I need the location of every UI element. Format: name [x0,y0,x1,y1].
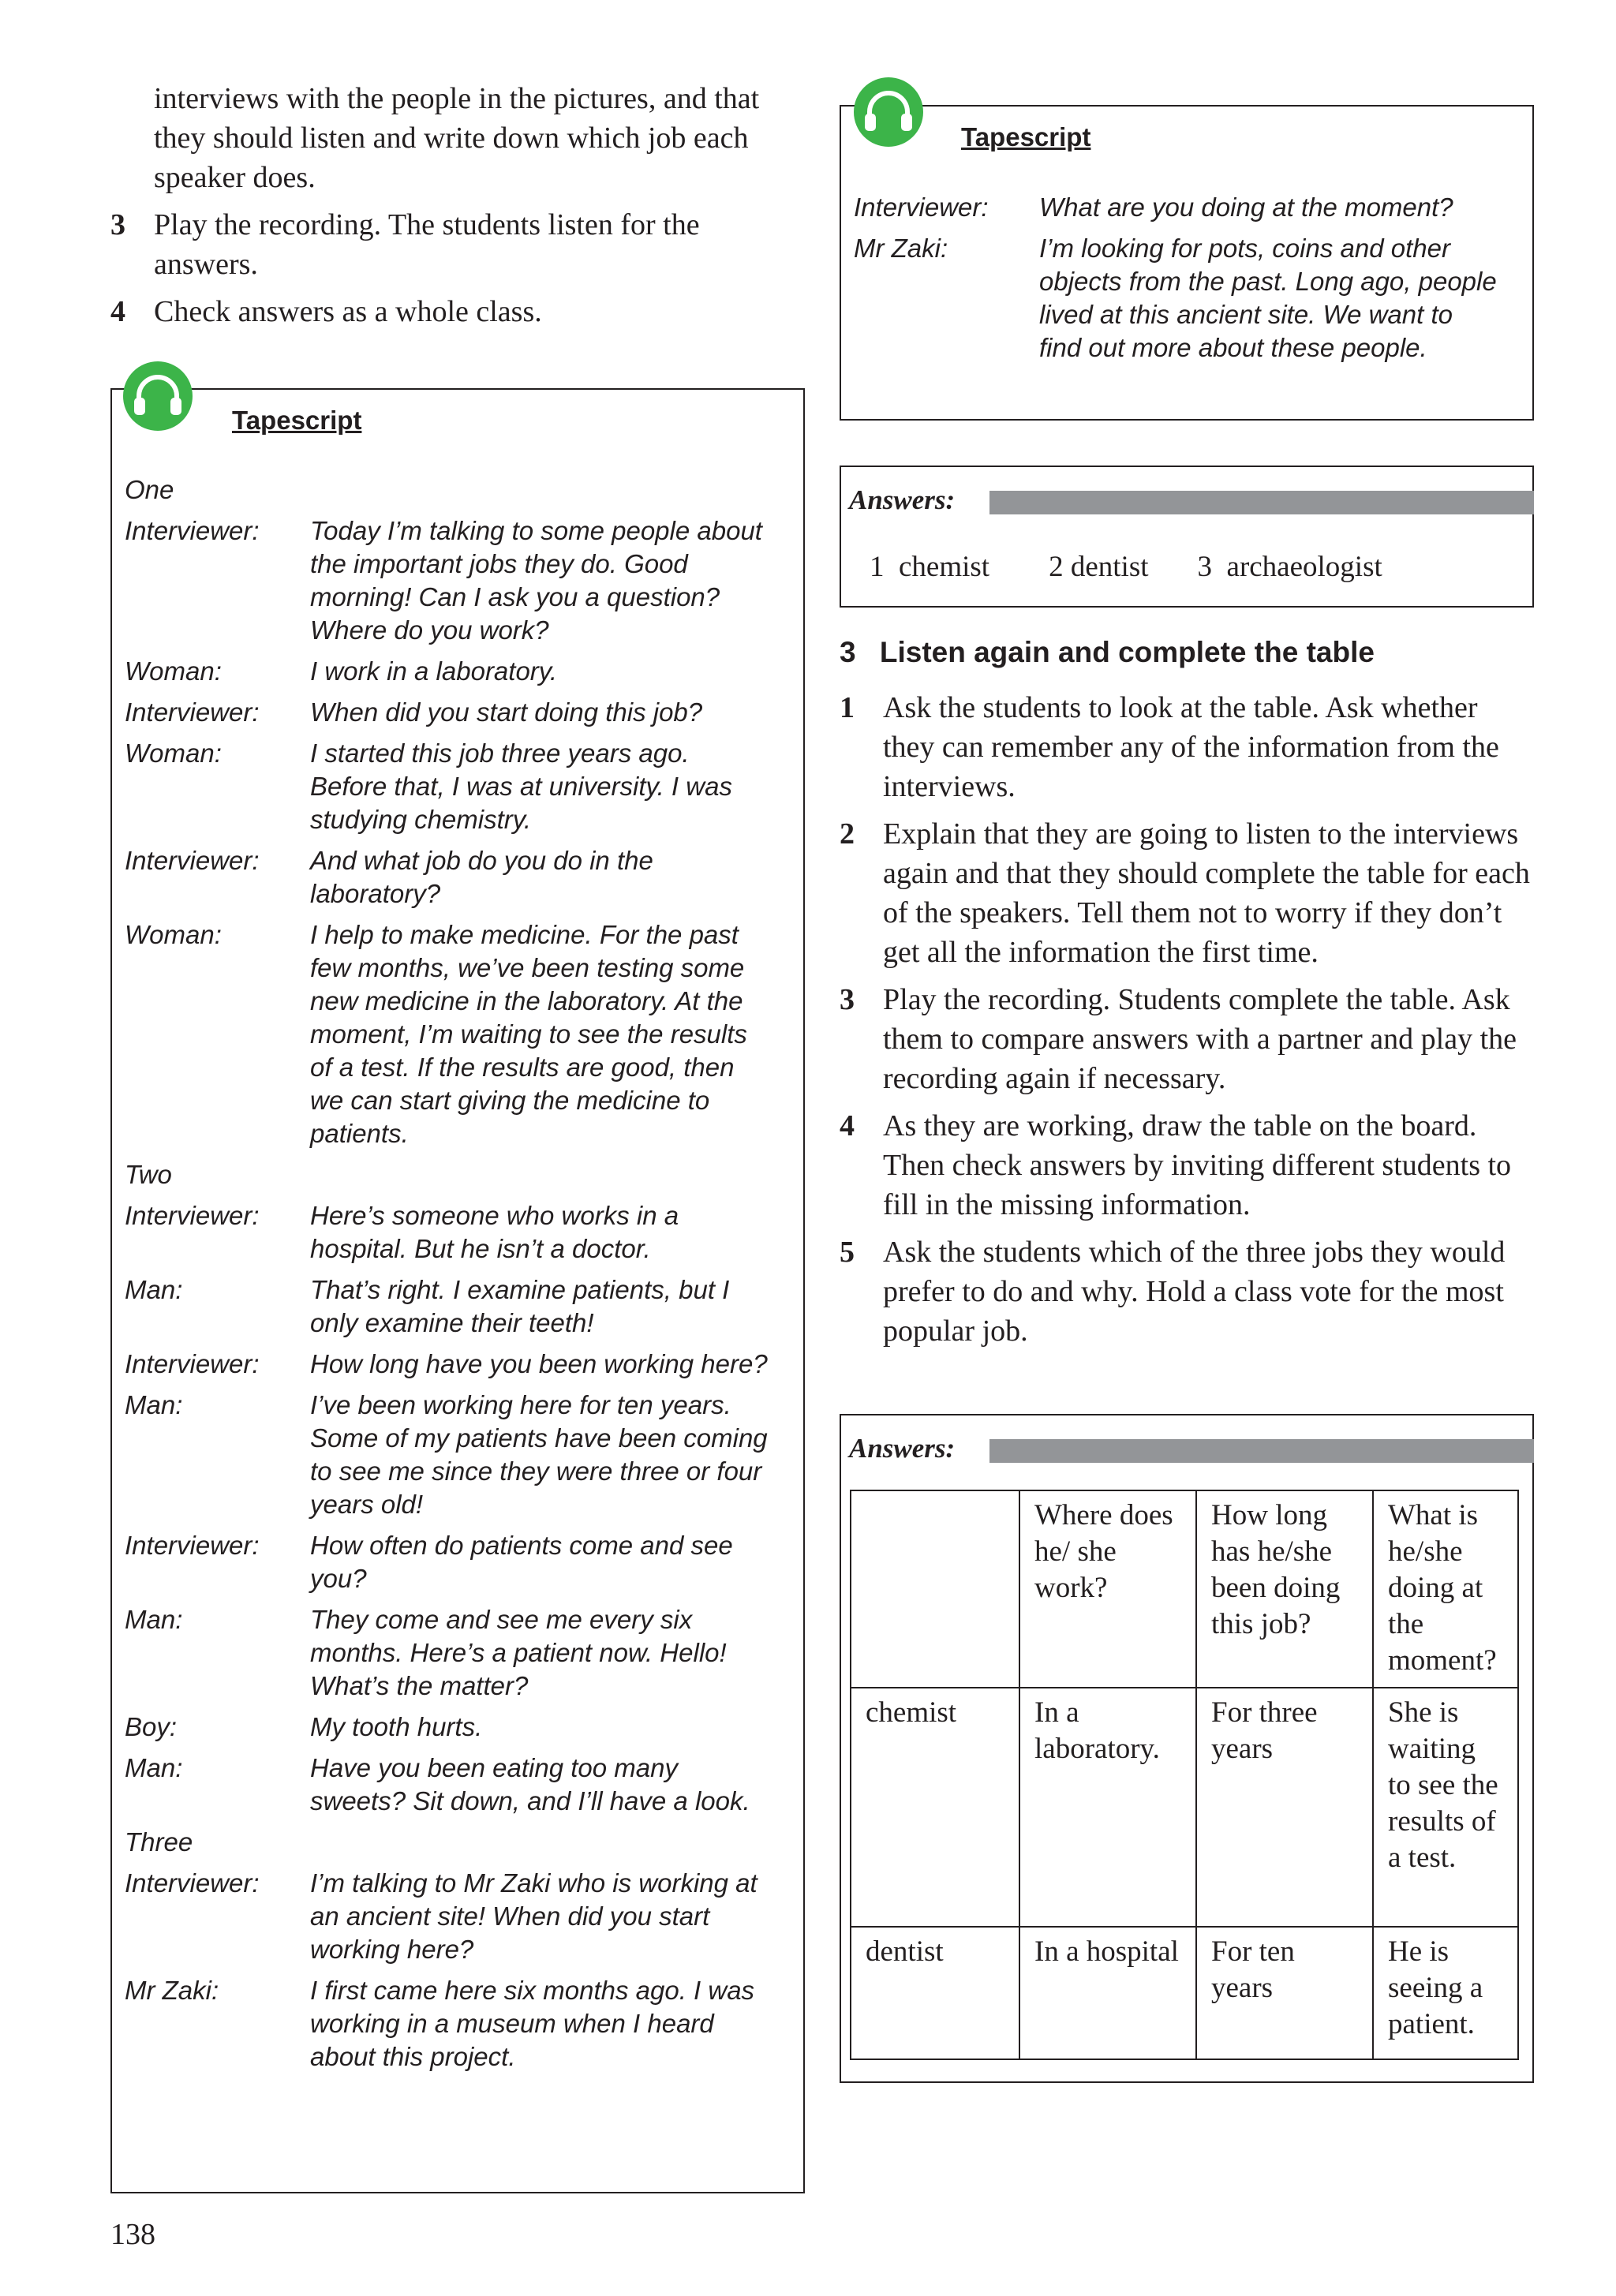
table-cell: For ten years [1196,1927,1373,2059]
dialogue-line: Woman: I started this job three years ago. Before that, I was at university. I was studying chemistry. [125,739,732,834]
part-heading: One [125,475,174,504]
section-number: 3 [840,636,856,668]
tapescript-right-content [854,191,1501,372]
table-cell: Where does he/ she work? [1019,1490,1196,1688]
intro-continuation [110,79,805,339]
table-cell: In a hospital [1019,1927,1196,2059]
section-3-steps [840,688,1534,1359]
dialogue-line: Interviewer: I’m talking to Mr Zaki who is working at an ancient site! When did you start working here? [125,1868,758,1964]
table-row [851,1927,1518,2059]
dialogue-line: Man: I’ve been working here for ten years. Some of my patients have been coming to see me since they were three or four years old! [125,1390,768,1519]
table-cell: He is seeing a patient. [1373,1927,1518,2059]
step-item: 3 Play the recording. Students complete the table. Ask them to compare answers with a partner and play the recording again if necessary. [840,983,1517,1095]
dialogue-line: Man: Have you been eating too many sweets? Sit down, and I’ll have a look. [125,1753,750,1815]
tapescript-left-content [125,473,772,2081]
dialogue-line: Interviewer: How often do patients come and see you? [125,1531,733,1593]
step-item: 4 Check answers as a whole class. [110,295,542,328]
answers-list [870,550,1382,584]
dialogue-line: Interviewer: And what job do you do in the laboratory? [125,846,653,908]
table-cell: For three years [1196,1688,1373,1927]
dialogue-line: Man: That’s right. I examine patients, but I only examine their teeth! [125,1275,730,1337]
part-heading: Two [125,1160,172,1189]
step-item: 4 As they are working, draw the table on the board. Then check answers by inviting different students to fill in the missing information. [840,1109,1512,1221]
answer-item: 1 chemist [870,551,990,583]
dialogue-line: Interviewer: Here’s someone who works in a hospital. But he isn’t a doctor. [125,1201,679,1263]
answer-item: 3 archaeologist [1197,551,1382,583]
table-cell [851,1490,1019,1688]
dialogue-line: Man: They come and see me every six months. Here’s a patient now. Hello! What’s the matter? [125,1605,727,1700]
table-cell: She is waiting to see the results of a test. [1373,1688,1518,1927]
table-row [851,1688,1518,1927]
section-heading [840,636,1375,669]
answers-table [850,1490,1519,2060]
answers-bar [989,1439,1534,1463]
dialogue-line: Interviewer: When did you start doing this job? [125,697,703,727]
dialogue-line: Interviewer: What are you doing at the moment? [854,193,1453,222]
table-cell: chemist [851,1688,1019,1927]
tapescript-title: Tapescript [232,406,362,435]
page-number: 138 [110,2218,155,2251]
dialogue-line: Woman: I help to make medicine. For the past few months, we’ve been testing some new medicine in the laboratory. At the moment, I’m waiting to see the results of a test. If the results are good, then we can start giving the medicine to patients. [125,920,747,1148]
dialogue-line: Woman: I work in a laboratory. [125,656,558,686]
headphones-icon [852,76,925,148]
step-item: 5 Ask the students which of the three jobs they would prefer to do and why. Hold a class vote for the most popular job. [840,1236,1506,1348]
dialogue-line: Mr Zaki: I first came here six months ago. I was working in a museum when I heard about this project. [125,1976,755,2071]
intro-continuation-text: interviews with the people in the pictures, and that they should listen and write down which job each speaker does. [154,82,760,194]
answers-label: Answers: [849,1433,956,1464]
section-title: Listen again and complete the table [879,636,1375,668]
answer-item: 2 dentist [1049,551,1149,583]
table-cell: How long has he/she been doing this job? [1196,1490,1373,1688]
dialogue-line: Interviewer: How long have you been working here? [125,1349,768,1378]
headphones-icon [122,360,194,432]
dialogue-line: Interviewer: Today I’m talking to some people about the important jobs they do. Good morning! Can I ask you a question? Where do you work? [125,516,762,645]
dialogue-line: Boy: My tooth hurts. [125,1712,483,1741]
table-cell: dentist [851,1927,1019,2059]
table-cell: What is he/she doing at the moment? [1373,1490,1518,1688]
step-item: 2 Explain that they are going to listen to the interviews again and that they should complete the table for each of the speakers. Tell them not to worry if they don’t get all the information the first time. [840,817,1530,969]
table-cell: In a laboratory. [1019,1688,1196,1927]
dialogue-line: Mr Zaki: I’m looking for pots, coins and other objects from the past. Long ago, people lived at this ancient site. We want to find out more about these people. [854,234,1497,362]
step-item: 1 Ask the students to look at the table. Ask whether they can remember any of the information from the interviews. [840,691,1499,803]
part-heading: Three [125,1827,193,1857]
tapescript-title: Tapescript [961,122,1091,151]
step-item: 3 Play the recording. The students listen for the answers. [110,208,700,281]
answers-bar [989,491,1534,514]
table-header-row [851,1490,1518,1688]
answers-label: Answers: [849,484,956,515]
